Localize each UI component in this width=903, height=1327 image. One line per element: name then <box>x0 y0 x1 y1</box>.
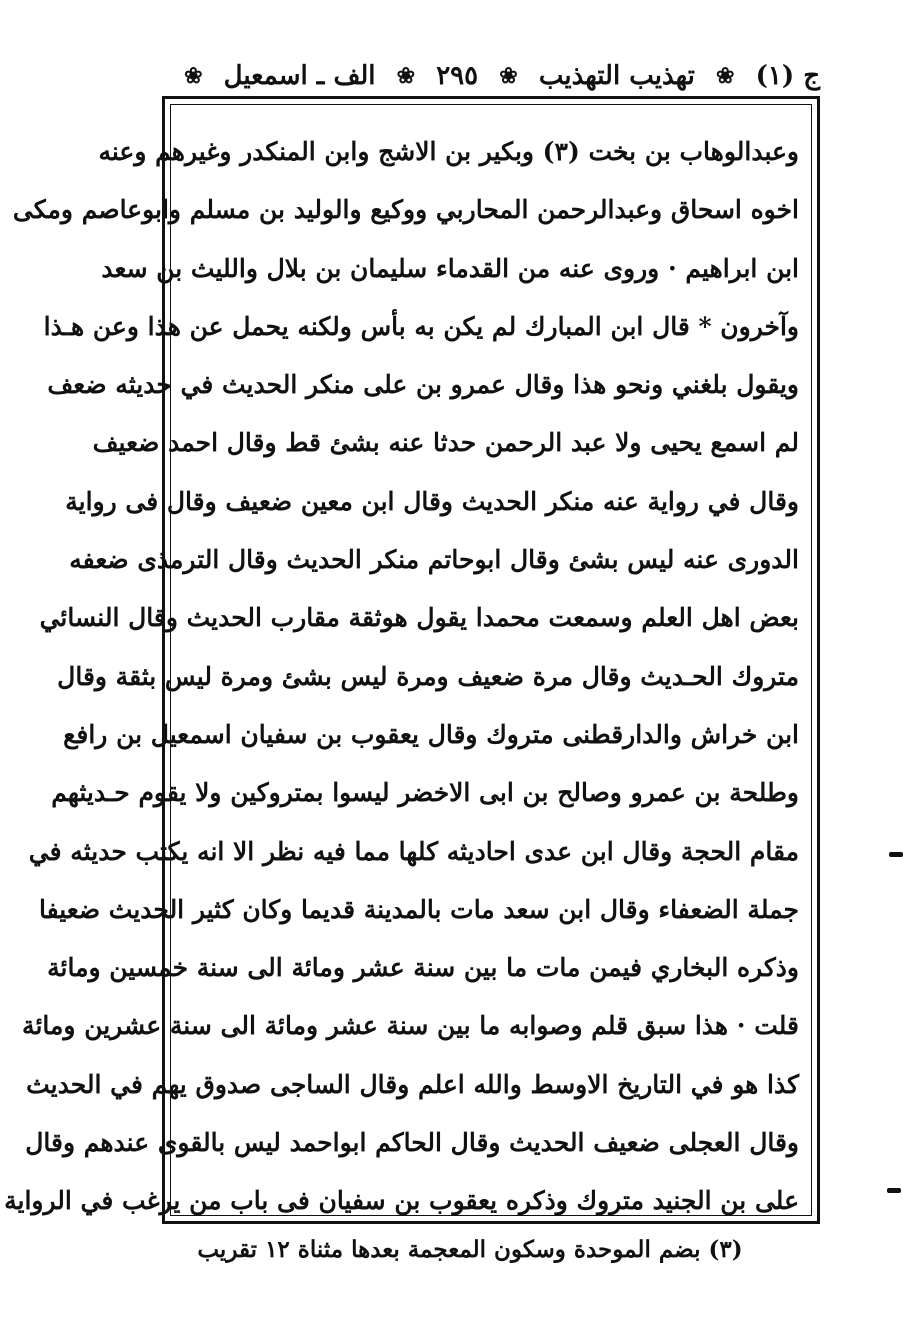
body-line: كذا هو في التاريخ الاوسط والله اعلم وقال الساجى صدوق يهم في الحديث <box>26 1069 799 1099</box>
flower-ornament-icon: ❀ <box>396 63 416 89</box>
flower-ornament-icon: ❀ <box>499 63 518 89</box>
body-line: وطلحة بن عمرو وصالح بن ابى الاخضر ليسوا بمتروكين ولا يقوم حـديثهم <box>51 778 799 808</box>
body-line: ابن خراش والدارقطنى متروك وقال يعقوب بن سفيان اسمعيل بن رافع <box>63 719 799 749</box>
body-text <box>4 123 799 1231</box>
body-line: قلت · هذا سبق قلم وصوابه ما بين سنة عشر ومائة الى سنة عشرين ومائة <box>22 1011 799 1041</box>
body-line: ابن ابراهيم · وروى عنه من القدماء سليمان بن بلال والليث بن سعد <box>101 253 799 283</box>
body-line: ويقول بلغني ونحو هذا وقال عمرو بن على منكر الحديث في حديثه ضعف <box>47 370 799 400</box>
footnote: (٣) بضم الموحدة وسكون المعجمة بعدها مثناة ١٢ تقريب <box>197 1236 743 1263</box>
flower-ornament-icon: ❀ <box>716 63 735 89</box>
body-line: لم اسمع يحيى ولا عبد الرحمن حدثا عنه بشئ قط وقال احمد ضعيف <box>92 428 799 458</box>
binding-mark <box>887 1188 901 1193</box>
body-line: مقام الحجة وقال ابن عدى احاديثه كلها مما فيه نظر الا انه يكتب حديثه في <box>28 836 799 866</box>
body-line: اخوه اسحاق وعبدالرحمن المحاربي ووكيع والوليد بن مسلم وابوعاصم ومكى <box>12 195 799 225</box>
body-line: بعض اهل العلم وسمعت محمدا يقول هوثقة مقارب الحديث وقال النسائي <box>39 603 799 633</box>
flower-ornament-icon: ❀ <box>184 63 203 89</box>
header-volume: ج (١) <box>755 61 820 91</box>
page-header <box>180 52 820 100</box>
body-line: وقال العجلى ضعيف الحديث وقال الحاكم ابواحمد ليس بالقوى عندهم وقال <box>25 1128 799 1158</box>
header-section: الف ـ اسمعيل <box>223 61 376 91</box>
binding-mark <box>889 852 903 857</box>
body-line: وذكره البخاري فيمن مات ما بين سنة عشر ومائة الى سنة خمسين ومائة <box>47 953 799 983</box>
body-line: متروك الحـديث وقال مرة ضعيف ومرة ليس بشئ ومرة ليس بثقة وقال <box>57 661 799 691</box>
header-book-title: تهذيب التهذيب <box>538 61 695 91</box>
header-page-number: ٢٩٥ <box>436 61 479 91</box>
text-frame <box>4 96 820 1224</box>
body-line: على بن الجنيد متروك وذكره يعقوب بن سفيان فى باب من يرغب في الرواية <box>4 1186 799 1216</box>
body-line: وآخرون * قال ابن المبارك لم يكن به بأس ولكنه يحمل عن هذا وعن هـذا <box>43 311 799 341</box>
body-line: الدورى عنه ليس بشئ وقال ابوحاتم منكر الحديث وقال الترمذى ضعفه <box>69 545 799 575</box>
body-line: وعبدالوهاب بن بخت (٣) وبكير بن الاشج وابن المنكدر وغيرهم وعنه <box>98 137 799 166</box>
body-line: وقال في رواية عنه منكر الحديث وقال ابن معين ضعيف وقال فى رواية <box>65 486 799 516</box>
body-line: جملة الضعفاء وقال ابن سعد مات بالمدينة قديما وكان كثير الحديث ضعيفا <box>39 894 799 924</box>
